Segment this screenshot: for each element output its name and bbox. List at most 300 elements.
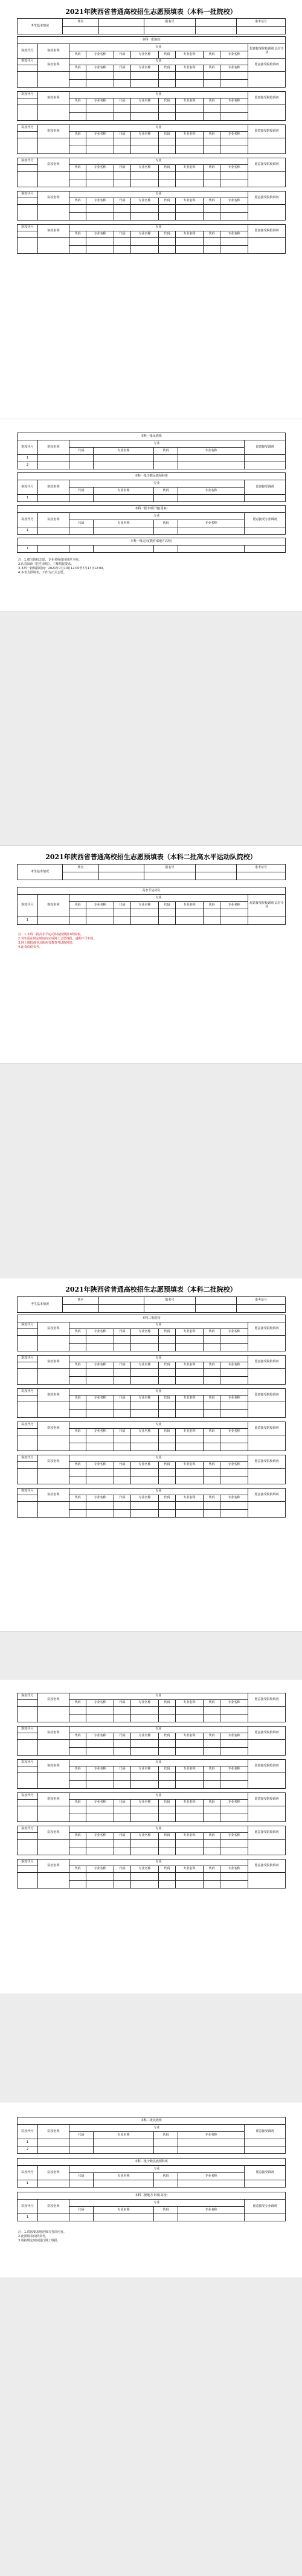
code-field[interactable] xyxy=(154,527,178,535)
code-field[interactable] xyxy=(114,1740,131,1748)
code-field[interactable] xyxy=(159,1748,176,1756)
code-field[interactable] xyxy=(114,1502,131,1510)
adjustment-field[interactable] xyxy=(248,105,286,121)
major-name-field[interactable] xyxy=(86,1344,114,1351)
code-field[interactable] xyxy=(114,80,131,88)
major-name-field[interactable] xyxy=(86,916,114,925)
adjustment-field[interactable] xyxy=(245,2146,286,2154)
major-name-field[interactable] xyxy=(178,2214,245,2221)
code-field[interactable] xyxy=(69,72,86,80)
code-field[interactable] xyxy=(204,1336,220,1344)
major-name-field[interactable] xyxy=(86,1469,114,1476)
code-field[interactable] xyxy=(159,909,176,916)
major-name-field[interactable] xyxy=(86,1781,114,1789)
code-field[interactable] xyxy=(204,146,220,154)
major-name-field[interactable] xyxy=(220,1806,248,1814)
code-field[interactable] xyxy=(114,1781,131,1789)
major-name-field[interactable] xyxy=(178,546,245,553)
major-name-field[interactable] xyxy=(86,1510,114,1518)
code-field[interactable] xyxy=(204,1402,220,1410)
major-name-field[interactable] xyxy=(220,1435,248,1443)
major-name-field[interactable] xyxy=(176,1840,204,1847)
code-field[interactable] xyxy=(69,80,86,88)
code-field[interactable] xyxy=(204,238,220,246)
school-code-field[interactable] xyxy=(18,1435,38,1451)
code-field[interactable] xyxy=(69,1476,86,1484)
major-name-field[interactable] xyxy=(86,1443,114,1451)
major-name-field[interactable] xyxy=(131,1469,159,1476)
adjustment-field[interactable] xyxy=(245,455,286,462)
major-name-field[interactable] xyxy=(131,138,159,146)
major-name-field[interactable] xyxy=(220,246,248,254)
major-name-field[interactable] xyxy=(94,2139,154,2146)
school-code-field[interactable] xyxy=(18,1873,38,1889)
code-field[interactable] xyxy=(154,462,178,469)
major-name-field[interactable] xyxy=(86,1502,114,1510)
school-name-field[interactable] xyxy=(38,1773,69,1789)
adjustment-field[interactable] xyxy=(245,462,286,469)
code-field[interactable] xyxy=(204,1443,220,1451)
major-name-field[interactable] xyxy=(176,1847,204,1855)
major-name-field[interactable] xyxy=(176,113,204,121)
major-name-field[interactable] xyxy=(220,1847,248,1855)
code-field[interactable] xyxy=(69,1502,86,1510)
school-code-field[interactable] xyxy=(18,238,38,254)
school-code-field[interactable] xyxy=(18,205,38,221)
code-field[interactable] xyxy=(159,146,176,154)
code-field[interactable] xyxy=(69,1369,86,1377)
code-field[interactable] xyxy=(69,495,94,502)
major-name-field[interactable] xyxy=(131,1840,159,1847)
code-field[interactable] xyxy=(159,1410,176,1418)
code-field[interactable] xyxy=(159,1336,176,1344)
code-field[interactable] xyxy=(114,1435,131,1443)
code-field[interactable] xyxy=(204,179,220,187)
code-field[interactable] xyxy=(204,1469,220,1476)
code-field[interactable] xyxy=(154,2214,178,2221)
code-field[interactable] xyxy=(69,1469,86,1476)
code-field[interactable] xyxy=(204,909,220,916)
major-name-field[interactable] xyxy=(86,1806,114,1814)
major-name-field[interactable] xyxy=(176,1814,204,1822)
major-name-field[interactable] xyxy=(220,72,248,80)
school-name-field[interactable] xyxy=(38,72,69,88)
code-field[interactable] xyxy=(69,1510,86,1518)
major-name-field[interactable] xyxy=(94,546,154,553)
school-name-field[interactable] xyxy=(38,1873,69,1889)
code-field[interactable] xyxy=(114,1344,131,1351)
major-name-field[interactable] xyxy=(220,179,248,187)
code-field[interactable] xyxy=(69,213,86,221)
school-code-field[interactable] xyxy=(18,1707,38,1722)
adjustment-field[interactable] xyxy=(245,495,286,502)
major-name-field[interactable] xyxy=(176,1740,204,1748)
major-name-field[interactable] xyxy=(176,1781,204,1789)
major-name-field[interactable] xyxy=(176,1336,204,1344)
school-name-field[interactable] xyxy=(38,2146,69,2154)
major-name-field[interactable] xyxy=(220,1773,248,1781)
major-name-field[interactable] xyxy=(86,1410,114,1418)
code-field[interactable] xyxy=(204,105,220,113)
major-name-field[interactable] xyxy=(131,146,159,154)
major-name-field[interactable] xyxy=(131,1443,159,1451)
major-name-field[interactable] xyxy=(86,1402,114,1410)
major-name-field[interactable] xyxy=(94,2214,154,2221)
school-name-field[interactable] xyxy=(38,205,69,221)
major-name-field[interactable] xyxy=(131,1402,159,1410)
major-name-field[interactable] xyxy=(176,238,204,246)
major-name-field[interactable] xyxy=(220,1748,248,1756)
major-name-field[interactable] xyxy=(131,172,159,179)
major-name-field[interactable] xyxy=(131,1814,159,1822)
code-field[interactable] xyxy=(159,138,176,146)
major-name-field[interactable] xyxy=(131,1740,159,1748)
code-field[interactable] xyxy=(159,1715,176,1722)
school-name-field[interactable] xyxy=(38,916,69,925)
code-field[interactable] xyxy=(69,1773,86,1781)
code-field[interactable] xyxy=(114,1814,131,1822)
school-name-field[interactable] xyxy=(38,138,69,154)
code-field[interactable] xyxy=(114,1510,131,1518)
school-name-field[interactable] xyxy=(38,1469,69,1484)
major-name-field[interactable] xyxy=(131,1707,159,1715)
code-field[interactable] xyxy=(69,1814,86,1822)
school-name-field[interactable] xyxy=(38,2214,69,2221)
major-name-field[interactable] xyxy=(220,1336,248,1344)
major-name-field[interactable] xyxy=(176,1773,204,1781)
code-field[interactable] xyxy=(114,1369,131,1377)
major-name-field[interactable] xyxy=(86,105,114,113)
major-name-field[interactable] xyxy=(176,205,204,213)
major-name-field[interactable] xyxy=(176,146,204,154)
code-field[interactable] xyxy=(114,205,131,213)
major-name-field[interactable] xyxy=(131,909,159,916)
school-code-field[interactable] xyxy=(18,1806,38,1822)
school-name-field[interactable] xyxy=(38,1502,69,1518)
major-name-field[interactable] xyxy=(220,105,248,113)
major-name-field[interactable] xyxy=(86,1369,114,1377)
major-name-field[interactable] xyxy=(86,1847,114,1855)
school-name-field[interactable] xyxy=(38,2180,69,2188)
major-name-field[interactable] xyxy=(131,1377,159,1385)
code-field[interactable] xyxy=(159,246,176,254)
school-code-field[interactable] xyxy=(18,1469,38,1484)
major-name-field[interactable] xyxy=(131,238,159,246)
major-name-field[interactable] xyxy=(220,1402,248,1410)
code-field[interactable] xyxy=(204,72,220,80)
major-name-field[interactable] xyxy=(86,238,114,246)
adjustment-field[interactable] xyxy=(248,1806,286,1822)
code-field[interactable] xyxy=(204,1748,220,1756)
major-name-field[interactable] xyxy=(131,105,159,113)
school-name-field[interactable] xyxy=(38,1402,69,1418)
code-field[interactable] xyxy=(114,1840,131,1847)
code-field[interactable] xyxy=(204,1840,220,1847)
code-field[interactable] xyxy=(159,1707,176,1715)
code-field[interactable] xyxy=(204,1715,220,1722)
major-name-field[interactable] xyxy=(176,80,204,88)
code-field[interactable] xyxy=(159,1840,176,1847)
code-field[interactable] xyxy=(159,80,176,88)
major-name-field[interactable] xyxy=(86,1707,114,1715)
adjustment-field[interactable] xyxy=(245,2139,286,2146)
adjustment-field[interactable] xyxy=(248,172,286,187)
code-field[interactable] xyxy=(204,1476,220,1484)
major-name-field[interactable] xyxy=(176,909,204,916)
code-field[interactable] xyxy=(154,455,178,462)
code-field[interactable] xyxy=(69,1781,86,1789)
code-field[interactable] xyxy=(114,1469,131,1476)
code-field[interactable] xyxy=(204,205,220,213)
code-field[interactable] xyxy=(114,146,131,154)
major-name-field[interactable] xyxy=(220,1377,248,1385)
major-name-field[interactable] xyxy=(86,113,114,121)
major-name-field[interactable] xyxy=(220,1410,248,1418)
major-name-field[interactable] xyxy=(220,1502,248,1510)
code-field[interactable] xyxy=(114,172,131,179)
code-field[interactable] xyxy=(159,1469,176,1476)
major-name-field[interactable] xyxy=(176,916,204,925)
major-name-field[interactable] xyxy=(176,1469,204,1476)
code-field[interactable] xyxy=(204,138,220,146)
code-field[interactable] xyxy=(204,916,220,925)
code-field[interactable] xyxy=(204,246,220,254)
major-name-field[interactable] xyxy=(220,205,248,213)
major-name-field[interactable] xyxy=(176,1873,204,1881)
code-field[interactable] xyxy=(204,1873,220,1881)
name-field[interactable] xyxy=(99,1297,144,1305)
code-field[interactable] xyxy=(114,1336,131,1344)
major-name-field[interactable] xyxy=(176,1369,204,1377)
major-name-field[interactable] xyxy=(86,138,114,146)
code-field[interactable] xyxy=(154,2139,178,2146)
adjustment-field[interactable] xyxy=(248,916,286,925)
major-name-field[interactable] xyxy=(176,1748,204,1756)
major-name-field[interactable] xyxy=(86,1476,114,1484)
major-name-field[interactable] xyxy=(94,2180,154,2188)
major-name-field[interactable] xyxy=(220,1715,248,1722)
school-name-field[interactable] xyxy=(38,1435,69,1451)
major-name-field[interactable] xyxy=(131,179,159,187)
code-field[interactable] xyxy=(114,113,131,121)
code-field[interactable] xyxy=(114,1873,131,1881)
code-field[interactable] xyxy=(114,1806,131,1814)
major-name-field[interactable] xyxy=(86,246,114,254)
major-name-field[interactable] xyxy=(176,1502,204,1510)
code-field[interactable] xyxy=(154,2146,178,2154)
code-field[interactable] xyxy=(69,172,86,179)
code-field[interactable] xyxy=(204,1369,220,1377)
major-name-field[interactable] xyxy=(220,1476,248,1484)
major-name-field[interactable] xyxy=(131,72,159,80)
major-name-field[interactable] xyxy=(86,1715,114,1722)
code-field[interactable] xyxy=(159,1814,176,1822)
major-name-field[interactable] xyxy=(131,1502,159,1510)
major-name-field[interactable] xyxy=(220,916,248,925)
code-field[interactable] xyxy=(159,1781,176,1789)
code-field[interactable] xyxy=(154,2180,178,2188)
major-name-field[interactable] xyxy=(131,1715,159,1722)
major-name-field[interactable] xyxy=(176,105,204,113)
adjustment-field[interactable] xyxy=(248,205,286,221)
major-name-field[interactable] xyxy=(176,1402,204,1410)
major-name-field[interactable] xyxy=(176,172,204,179)
major-name-field[interactable] xyxy=(131,1510,159,1518)
major-name-field[interactable] xyxy=(86,1740,114,1748)
major-name-field[interactable] xyxy=(86,1377,114,1385)
adjustment-field[interactable] xyxy=(248,1502,286,1518)
major-name-field[interactable] xyxy=(178,495,245,502)
major-name-field[interactable] xyxy=(220,1840,248,1847)
school-code-field[interactable] xyxy=(18,1369,38,1385)
code-field[interactable] xyxy=(159,1435,176,1443)
major-name-field[interactable] xyxy=(86,1881,114,1889)
code-field[interactable] xyxy=(159,179,176,187)
adjustment-field[interactable] xyxy=(245,527,286,535)
code-field[interactable] xyxy=(69,2214,94,2221)
code-field[interactable] xyxy=(69,916,86,925)
major-name-field[interactable] xyxy=(86,205,114,213)
code-field[interactable] xyxy=(69,138,86,146)
code-field[interactable] xyxy=(69,146,86,154)
code-field[interactable] xyxy=(159,1740,176,1748)
school-name-field[interactable] xyxy=(38,1369,69,1385)
code-field[interactable] xyxy=(114,1715,131,1722)
code-field[interactable] xyxy=(69,909,86,916)
major-name-field[interactable] xyxy=(220,138,248,146)
school-name-field[interactable] xyxy=(38,1740,69,1756)
major-name-field[interactable] xyxy=(176,1410,204,1418)
major-name-field[interactable] xyxy=(178,455,245,462)
code-field[interactable] xyxy=(159,1881,176,1889)
registration-number-field[interactable] xyxy=(196,19,237,27)
major-name-field[interactable] xyxy=(131,1410,159,1418)
major-name-field[interactable] xyxy=(86,1873,114,1881)
major-name-field[interactable] xyxy=(176,1435,204,1443)
code-field[interactable] xyxy=(69,1402,86,1410)
code-field[interactable] xyxy=(159,105,176,113)
major-name-field[interactable] xyxy=(94,2146,154,2154)
school-name-field[interactable] xyxy=(38,546,69,553)
code-field[interactable] xyxy=(159,1773,176,1781)
code-field[interactable] xyxy=(69,1410,86,1418)
major-name-field[interactable] xyxy=(220,80,248,88)
code-field[interactable] xyxy=(159,1369,176,1377)
school-name-field[interactable] xyxy=(38,172,69,187)
major-name-field[interactable] xyxy=(176,1715,204,1722)
major-name-field[interactable] xyxy=(86,1336,114,1344)
code-field[interactable] xyxy=(69,113,86,121)
code-field[interactable] xyxy=(69,1443,86,1451)
code-field[interactable] xyxy=(69,1847,86,1855)
code-field[interactable] xyxy=(204,80,220,88)
major-name-field[interactable] xyxy=(131,1806,159,1814)
adjustment-field[interactable] xyxy=(248,1707,286,1722)
major-name-field[interactable] xyxy=(220,1344,248,1351)
code-field[interactable] xyxy=(69,1377,86,1385)
major-name-field[interactable] xyxy=(86,1840,114,1847)
code-field[interactable] xyxy=(114,179,131,187)
code-field[interactable] xyxy=(114,1476,131,1484)
major-name-field[interactable] xyxy=(220,1510,248,1518)
code-field[interactable] xyxy=(159,1502,176,1510)
major-name-field[interactable] xyxy=(220,1781,248,1789)
school-name-field[interactable] xyxy=(38,1707,69,1722)
school-code-field[interactable] xyxy=(18,1840,38,1855)
code-field[interactable] xyxy=(159,1443,176,1451)
code-field[interactable] xyxy=(154,546,178,553)
major-name-field[interactable] xyxy=(176,1707,204,1715)
code-field[interactable] xyxy=(69,1707,86,1715)
code-field[interactable] xyxy=(69,546,94,553)
major-name-field[interactable] xyxy=(86,213,114,221)
adjustment-field[interactable] xyxy=(245,546,286,553)
school-code-field[interactable] xyxy=(18,172,38,187)
major-name-field[interactable] xyxy=(131,1873,159,1881)
adjustment-field[interactable] xyxy=(248,1402,286,1418)
code-field[interactable] xyxy=(159,916,176,925)
major-name-field[interactable] xyxy=(178,2146,245,2154)
major-name-field[interactable] xyxy=(131,1369,159,1377)
major-name-field[interactable] xyxy=(131,1748,159,1756)
code-field[interactable] xyxy=(159,1873,176,1881)
code-field[interactable] xyxy=(69,1344,86,1351)
code-field[interactable] xyxy=(159,1847,176,1855)
code-field[interactable] xyxy=(114,1410,131,1418)
code-field[interactable] xyxy=(159,1402,176,1410)
major-name-field[interactable] xyxy=(94,527,154,535)
code-field[interactable] xyxy=(159,213,176,221)
code-field[interactable] xyxy=(114,1443,131,1451)
code-field[interactable] xyxy=(69,105,86,113)
adjustment-field[interactable] xyxy=(248,1469,286,1484)
major-name-field[interactable] xyxy=(94,495,154,502)
code-field[interactable] xyxy=(159,1377,176,1385)
major-name-field[interactable] xyxy=(178,2180,245,2188)
code-field[interactable] xyxy=(69,1840,86,1847)
code-field[interactable] xyxy=(114,105,131,113)
code-field[interactable] xyxy=(114,238,131,246)
major-name-field[interactable] xyxy=(220,238,248,246)
major-name-field[interactable] xyxy=(178,527,245,535)
school-code-field[interactable] xyxy=(18,105,38,121)
major-name-field[interactable] xyxy=(131,113,159,121)
code-field[interactable] xyxy=(114,1377,131,1385)
major-name-field[interactable] xyxy=(86,172,114,179)
major-name-field[interactable] xyxy=(178,2139,245,2146)
major-name-field[interactable] xyxy=(131,205,159,213)
school-name-field[interactable] xyxy=(38,462,69,469)
code-field[interactable] xyxy=(69,1336,86,1344)
code-field[interactable] xyxy=(69,1748,86,1756)
code-field[interactable] xyxy=(159,72,176,80)
code-field[interactable] xyxy=(69,1881,86,1889)
code-field[interactable] xyxy=(204,1781,220,1789)
code-field[interactable] xyxy=(159,1806,176,1814)
code-field[interactable] xyxy=(69,205,86,213)
code-field[interactable] xyxy=(69,527,94,535)
school-name-field[interactable] xyxy=(38,527,69,535)
school-code-field[interactable] xyxy=(18,1740,38,1756)
code-field[interactable] xyxy=(204,172,220,179)
major-name-field[interactable] xyxy=(176,179,204,187)
code-field[interactable] xyxy=(69,179,86,187)
school-name-field[interactable] xyxy=(38,1806,69,1822)
adjustment-field[interactable] xyxy=(248,138,286,154)
major-name-field[interactable] xyxy=(131,1781,159,1789)
adjustment-field[interactable] xyxy=(245,2214,286,2221)
code-field[interactable] xyxy=(159,238,176,246)
